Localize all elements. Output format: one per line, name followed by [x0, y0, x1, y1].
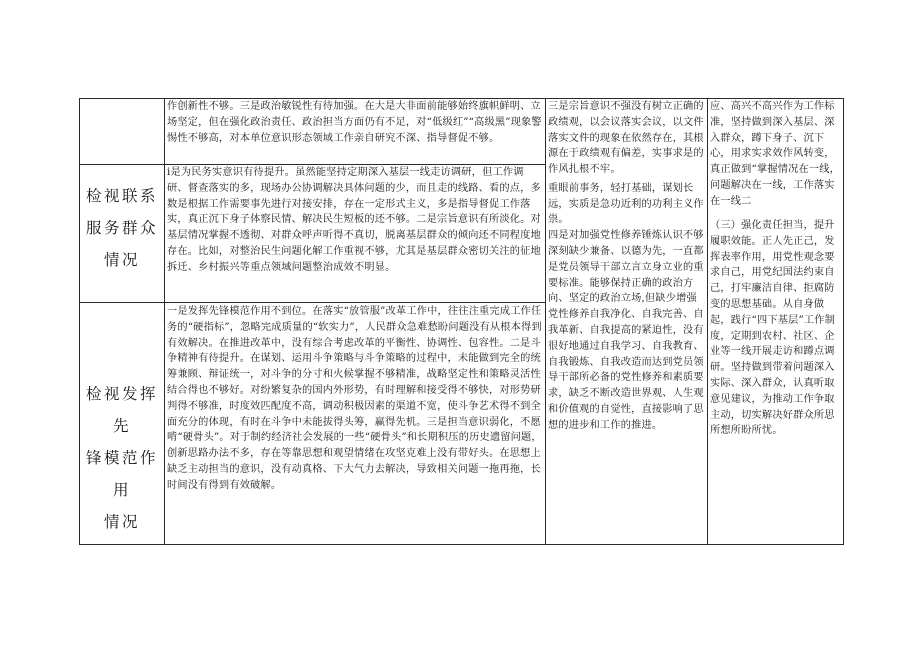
row1-col-a-text	[167, 99, 543, 163]
table-border-bottom	[79, 544, 844, 545]
paragraph: 三是宗旨意识不强没有树立正确的政绩观，以会议落实会议，以文件落实文件的现象在依然存在，其根源在于政绩观有偏差，实事求是的作风扎根不牢。	[548, 101, 704, 176]
paragraph: （三）强化责任担当，提升履职效能。正人先正己，发挥表率作用，用党性观念要求自己，用党纪国法约束自己，打牢廉洁自律、拒腐防变的思想基础。从自身做起，践行“四下基层”工作制度，定期到农村、社区、企业等一线开展走访和蹲点调研。坚持做到带着问题深入实际、深入群众，认真听取意见建议，为推动工作争取主动，切实解决好群众所思所想所盼所忧。	[710, 220, 836, 437]
col-b-top-text	[548, 99, 705, 176]
row-divider-2	[79, 302, 546, 303]
paragraph: 应、高兴不高兴作为工作标准，坚持做到深入基层、深入群众，蹲下身子、沉下心，用求实求效作风转变，真正做到“掌握情况在一线，问题解决在一线，工作落实在一线二	[710, 101, 841, 207]
label-line: 服务群众	[85, 219, 158, 237]
col-c-top-text	[710, 99, 841, 217]
paragraph: 一是发挥先锋模范作用不到位。在落实“放管服”改革工作中，往往注重完成工作任务的“硬指标”，忽略完成质量的“软实力”，人民群众急难愁盼问题没有从根本得到有效解决。在推进改革中，没有综合考虑改革的平衡性、协调性、包容性。二是斗争精神有待提升。在谋划、运用斗争策略与斗争策略的过程中，未能做到完全的统筹兼顾、辩证统一，对斗争的分寸和火候掌握不够精准，战略坚定性和策略灵活性结合得也不够好。对纷繁复杂的国内外形势，有时理解和接受得不够快，对形势研判得不够准，时度效匹配度不高，调动积极因素的渠道不宽，使斗争艺术得不到全面充分的体现，有时在斗争中未能拔得头筹，赢得先机。三是担当意识弱化，不愿啃“硬骨头”。对于制约经济社会发展的一些“硬骨头”和长期积压的历史遗留问题，创新思路办法不多，存在等靠思想和观望情绪在攻坚克难上没有带好头。在思想上缺乏主动担当的意识，没有动真格、下大气力去解决，导致相关问题一拖再拖，长时间没有得到有效破解。	[167, 306, 542, 491]
paragraph: 作创新性不够。三是政治敏锐性有待加强。在大是大非面前能够始终旗帜鲜明、立场坚定，但在强化政治责任、政治担当方面仍有不足，对“低级红”“高级黑”现象警惕性不够高，对本单位意识形态领域工作亲自研究不深、指导督促不够。	[167, 101, 542, 144]
label-line: 锋模范作用	[85, 449, 158, 499]
column-divider-1	[164, 98, 165, 545]
label-line: 情况	[103, 513, 140, 531]
column-divider-3	[707, 98, 708, 545]
table-border-right	[843, 98, 844, 545]
row-label-vanguard-role	[80, 378, 164, 538]
col-c-text	[710, 218, 841, 542]
row-label-contact-serve-masses	[80, 180, 164, 276]
label-line: 检视发挥先	[85, 385, 158, 435]
paragraph: i是为民务实意识有待提升。虽然能坚持定期深入基层一线走访调研，但工作调研、督查落实的多，现场办公协调解决具体问题的少，而且走的线路、看的点，多数是根据工作需要事先进行对接安排，存在一定形式主义，多是指导督促工作落实，真正沉下身子体察民情、解决民生短板的还不够。二是宗旨意识有所淡化。对基层情况掌握不透彻、对群众呼声听得不真切，脱离基层群众的倾向还不同程度地存在。比如，对整治民生问题化解工作重视不够，尤其是基层群众密切关注的征地拆迁、乡村振兴等重点领域问题整治成效不明显。	[167, 167, 541, 273]
col-b-text	[548, 165, 705, 542]
label-line: 情况	[103, 251, 140, 269]
row3-col-a-text	[167, 304, 543, 542]
column-divider-2	[545, 98, 546, 545]
label-line: 检视联系	[85, 187, 158, 205]
paragraph: 重眼前事务，轻打基础，谋划长远，实质是急功近利的功利主义作祟。 四是对加强党性修养锤炼认识不够深刻缺少兼备、以德为先，一直都是党员领导干部立言立身立业的重要标准。能够保持正确的政治方向、坚定的政治立场,但缺少增强党性修养自我净化、自我完善、自我革新、自我提高的紧迫性，没有很好地通过自我学习、自我教育、自我锻炼、自我改造而达到党员领导干部所必备的党性修养和素质要求，缺乏不断改造世界观、人生观和价值观的自觉性，直接影响了思想的进步和工作的推进。	[548, 182, 704, 431]
row2-col-a-text	[167, 165, 543, 301]
